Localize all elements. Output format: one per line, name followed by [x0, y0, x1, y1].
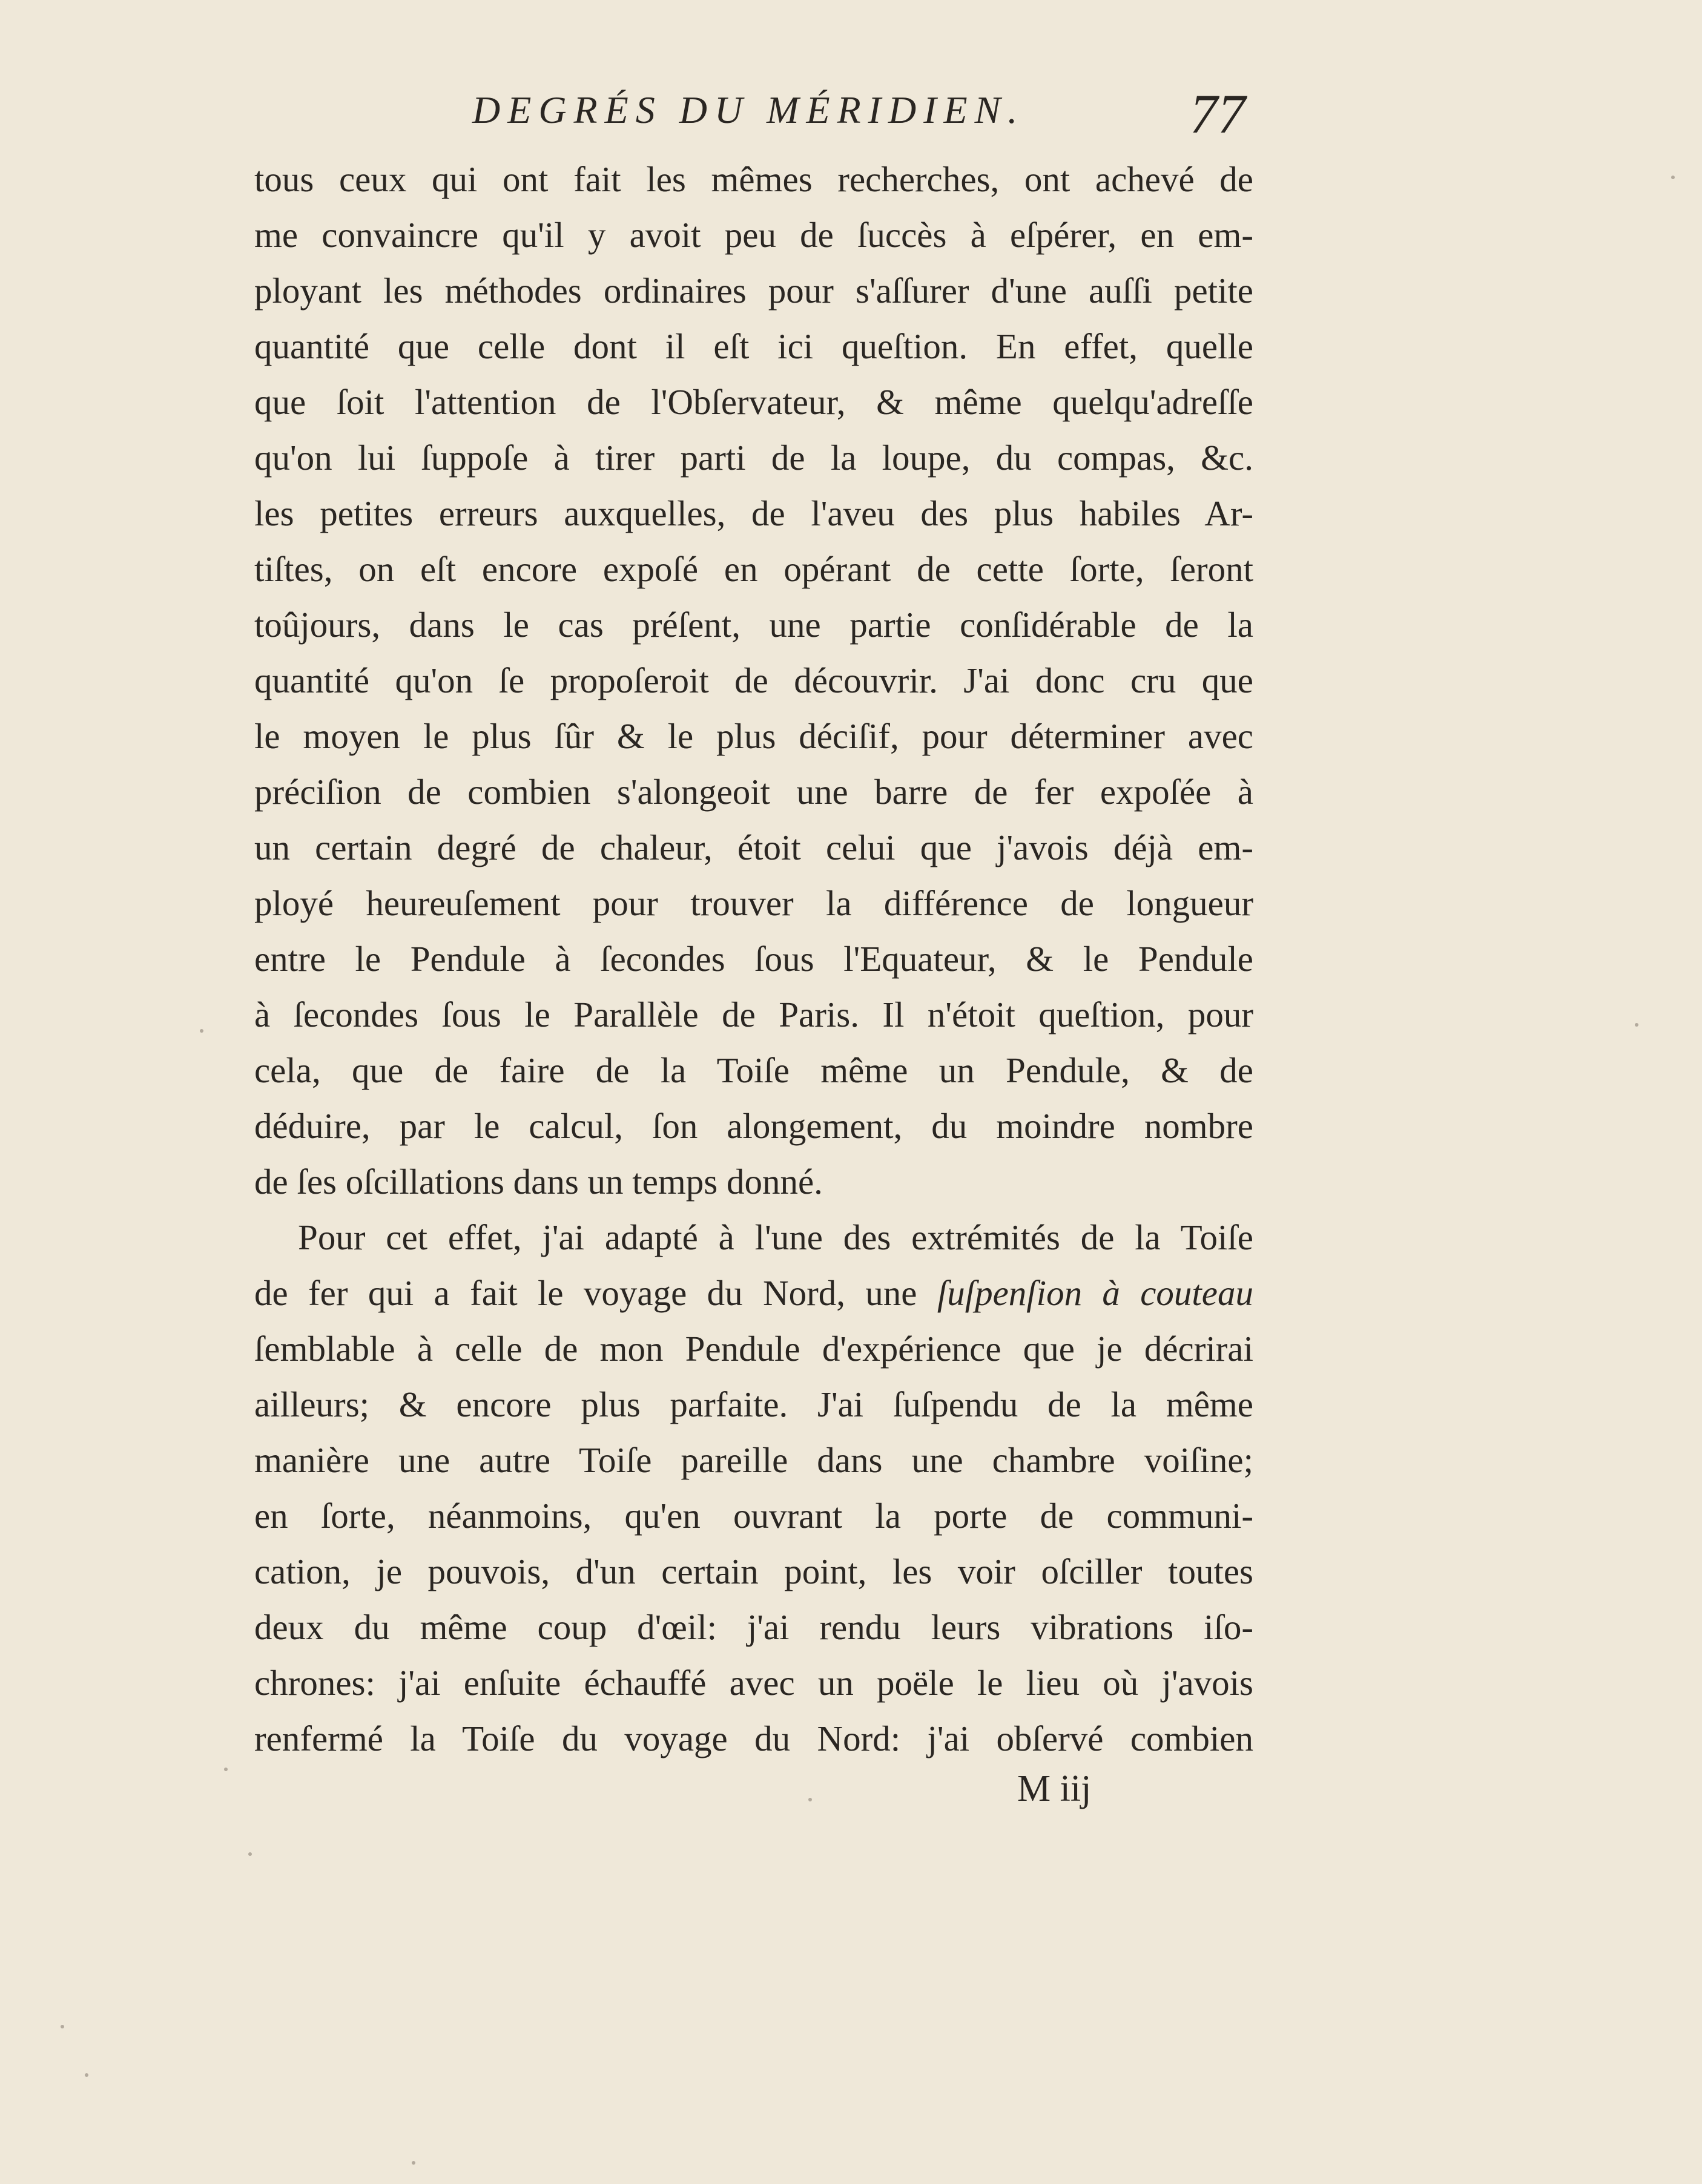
- text-line: de ſes oſcillations dans un temps donné.: [254, 1162, 823, 1202]
- text-line: le moyen le plus ſûr & le plus déciſif, pour déterminer avec: [254, 716, 1253, 756]
- text-line: deux du même coup d'œil: j'ai rendu leurs vibrations iſo-: [254, 1607, 1253, 1647]
- text-line: cation, je pouvois, d'un certain point, les voir oſciller toutes: [254, 1551, 1253, 1591]
- text-line: ailleurs; & encore plus parfaite. J'ai ſuſpendu de la même: [254, 1384, 1253, 1424]
- text-line: déduire, par le calcul, ſon alongement, du moindre nombre: [254, 1106, 1253, 1146]
- signature-mark: M iij: [1017, 1768, 1092, 1809]
- italic-term: ſuſpenſion à couteau: [937, 1273, 1253, 1313]
- text-line: les petites erreurs auxquelles, de l'aveu des plus habiles Ar-: [254, 493, 1253, 533]
- text-line: en ſorte, néanmoins, qu'en ouvrant la porte de communi-: [254, 1496, 1253, 1536]
- text-run: de fer qui a fait le voyage du Nord, une: [254, 1273, 937, 1313]
- text-line: ployé heureuſement pour trouver la différence de longueur: [254, 883, 1253, 923]
- paper-speck: [1671, 176, 1675, 179]
- text-line: tous ceux qui ont fait les mêmes recherches, ont achevé de: [254, 159, 1253, 199]
- text-line: préciſion de combien s'alongeoit une barre de fer expoſée à: [254, 772, 1253, 812]
- text-line: quantité qu'on ſe propoſeroit de découvrir. J'ai donc cru que: [254, 660, 1253, 700]
- page-header: [0, 82, 1702, 148]
- text-line: me convaincre qu'il y avoit peu de ſuccès à eſpérer, en em-: [254, 215, 1253, 255]
- text-line: ſemblable à celle de mon Pendule d'expérience que je décrirai: [254, 1329, 1253, 1369]
- text-line: à ſecondes ſous le Parallèle de Paris. Il n'étoit queſtion, pour: [254, 995, 1253, 1034]
- text-line: ployant les méthodes ordinaires pour s'aſſurer d'une auſſi petite: [254, 271, 1253, 311]
- paper-speck: [224, 1768, 228, 1771]
- paper-speck: [85, 2073, 88, 2077]
- text-line: manière une autre Toiſe pareille dans une chambre voiſine;: [254, 1440, 1253, 1480]
- paragraph-first-line: Pour cet effet, j'ai adapté à l'une des extrémités de la Toiſe: [298, 1217, 1253, 1257]
- paper-speck: [248, 1852, 252, 1856]
- paper-speck: [61, 2025, 64, 2028]
- text-line: toûjours, dans le cas préſent, une partie conſidérable de la: [254, 605, 1253, 645]
- paper-speck: [412, 2161, 415, 2165]
- body-text: [254, 151, 1253, 1766]
- text-line-with-italic: [254, 1265, 1253, 1321]
- text-line: renfermé la Toiſe du voyage du Nord: j'ai obſervé combien: [254, 1719, 1253, 1758]
- paper-speck: [808, 1798, 812, 1801]
- text-line: que ſoit l'attention de l'Obſervateur, & même quelqu'adreſſe: [254, 382, 1253, 422]
- text-line: entre le Pendule à ſecondes ſous l'Equateur, & le Pendule: [254, 939, 1253, 979]
- text-line: chrones: j'ai enſuite échauffé avec un poële le lieu où j'avois: [254, 1663, 1253, 1703]
- text-line: un certain degré de chaleur, étoit celui que j'avois déjà em-: [254, 827, 1253, 867]
- text-line: cela, que de faire de la Toiſe même un Pendule, & de: [254, 1050, 1253, 1090]
- paper-speck: [1635, 1023, 1638, 1027]
- page-number: 77: [1190, 83, 1245, 145]
- text-line: tiſtes, on eſt encore expoſé en opérant de cette ſorte, ſeront: [254, 549, 1253, 589]
- paper-speck: [200, 1029, 203, 1033]
- text-line: quantité que celle dont il eſt ici queſtion. En effet, quelle: [254, 326, 1253, 366]
- text-line: qu'on lui ſuppoſe à tirer parti de la loupe, du compas, &c.: [254, 438, 1253, 478]
- running-head: DEGRÉS DU MÉRIDIEN.: [472, 88, 1025, 131]
